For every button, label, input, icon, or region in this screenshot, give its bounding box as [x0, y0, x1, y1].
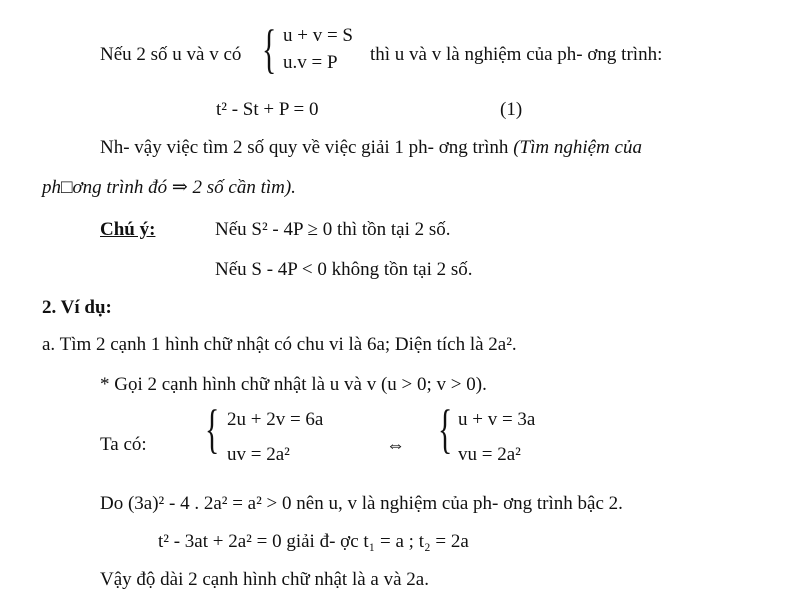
note-condition-1: Nếu S² - 4P ≥ 0 thì tồn tại 2 số.: [215, 219, 451, 240]
discriminant-line: Do (3a)² - 4 . 2a² = a² > 0 nên u, v là nghiệm của ph- ơng trình bậc 2.: [100, 493, 623, 514]
paragraph-italic-1: (Tìm nghiệm của: [513, 137, 642, 158]
text-line-if-two-numbers: Nếu 2 số u và v có: [100, 44, 242, 65]
equation-number: (1): [500, 99, 523, 120]
system-eq-sum: u + v = S: [283, 25, 353, 46]
paragraph-text: Nh- vậy việc tìm 2 số quy về việc giải 1 ph- ơng trình: [100, 137, 509, 158]
system3-eq-sum: u + v = 3a: [458, 409, 536, 430]
equation-quadratic: t² - St + P = 0: [216, 99, 319, 120]
equivalence-symbol: ⇔: [386, 435, 405, 456]
system-equations-3: [458, 410, 535, 472]
section-heading: 2. Ví dụ:: [42, 297, 112, 318]
note-label: Chú ý:: [100, 219, 156, 240]
system2-eq-perimeter: 2u + 2v = 6a: [227, 409, 324, 430]
paragraph-line-1: [100, 138, 642, 157]
system-equations-2: [227, 410, 323, 472]
system-equations-1: [283, 26, 353, 80]
system-brace-2: {: [205, 399, 220, 459]
text-line-roots-of-equation: thì u và v là nghiệm của ph- ơng trình:: [370, 44, 663, 65]
system3-eq-product: vu = 2a²: [458, 444, 521, 465]
conclusion-line: Vậy độ dài 2 cạnh hình chữ nhật là a và 2a.: [100, 569, 429, 590]
system2-eq-area: uv = 2a²: [227, 444, 290, 465]
system-brace: {: [262, 19, 277, 79]
text-we-have: Ta có:: [100, 434, 147, 455]
system-eq-product: u.v = P: [283, 52, 338, 73]
solution-equation: t² - 3at + 2a² = 0 giải đ- ợc t₁ = a ; t₂ = 2a: [158, 531, 469, 552]
example-let-sides: * Gọi 2 cạnh hình chữ nhật là u và v (u > 0; v > 0).: [100, 374, 487, 395]
note-condition-2: Nếu S - 4P < 0 không tồn tại 2 số.: [215, 259, 473, 280]
paragraph-line-2: ph□ơng trình đó ⇒ 2 số cần tìm).: [42, 177, 296, 198]
system-brace-3: {: [438, 399, 453, 459]
example-a-problem: a. Tìm 2 cạnh 1 hình chữ nhật có chu vi là 6a; Diện tích là 2a².: [42, 334, 517, 355]
